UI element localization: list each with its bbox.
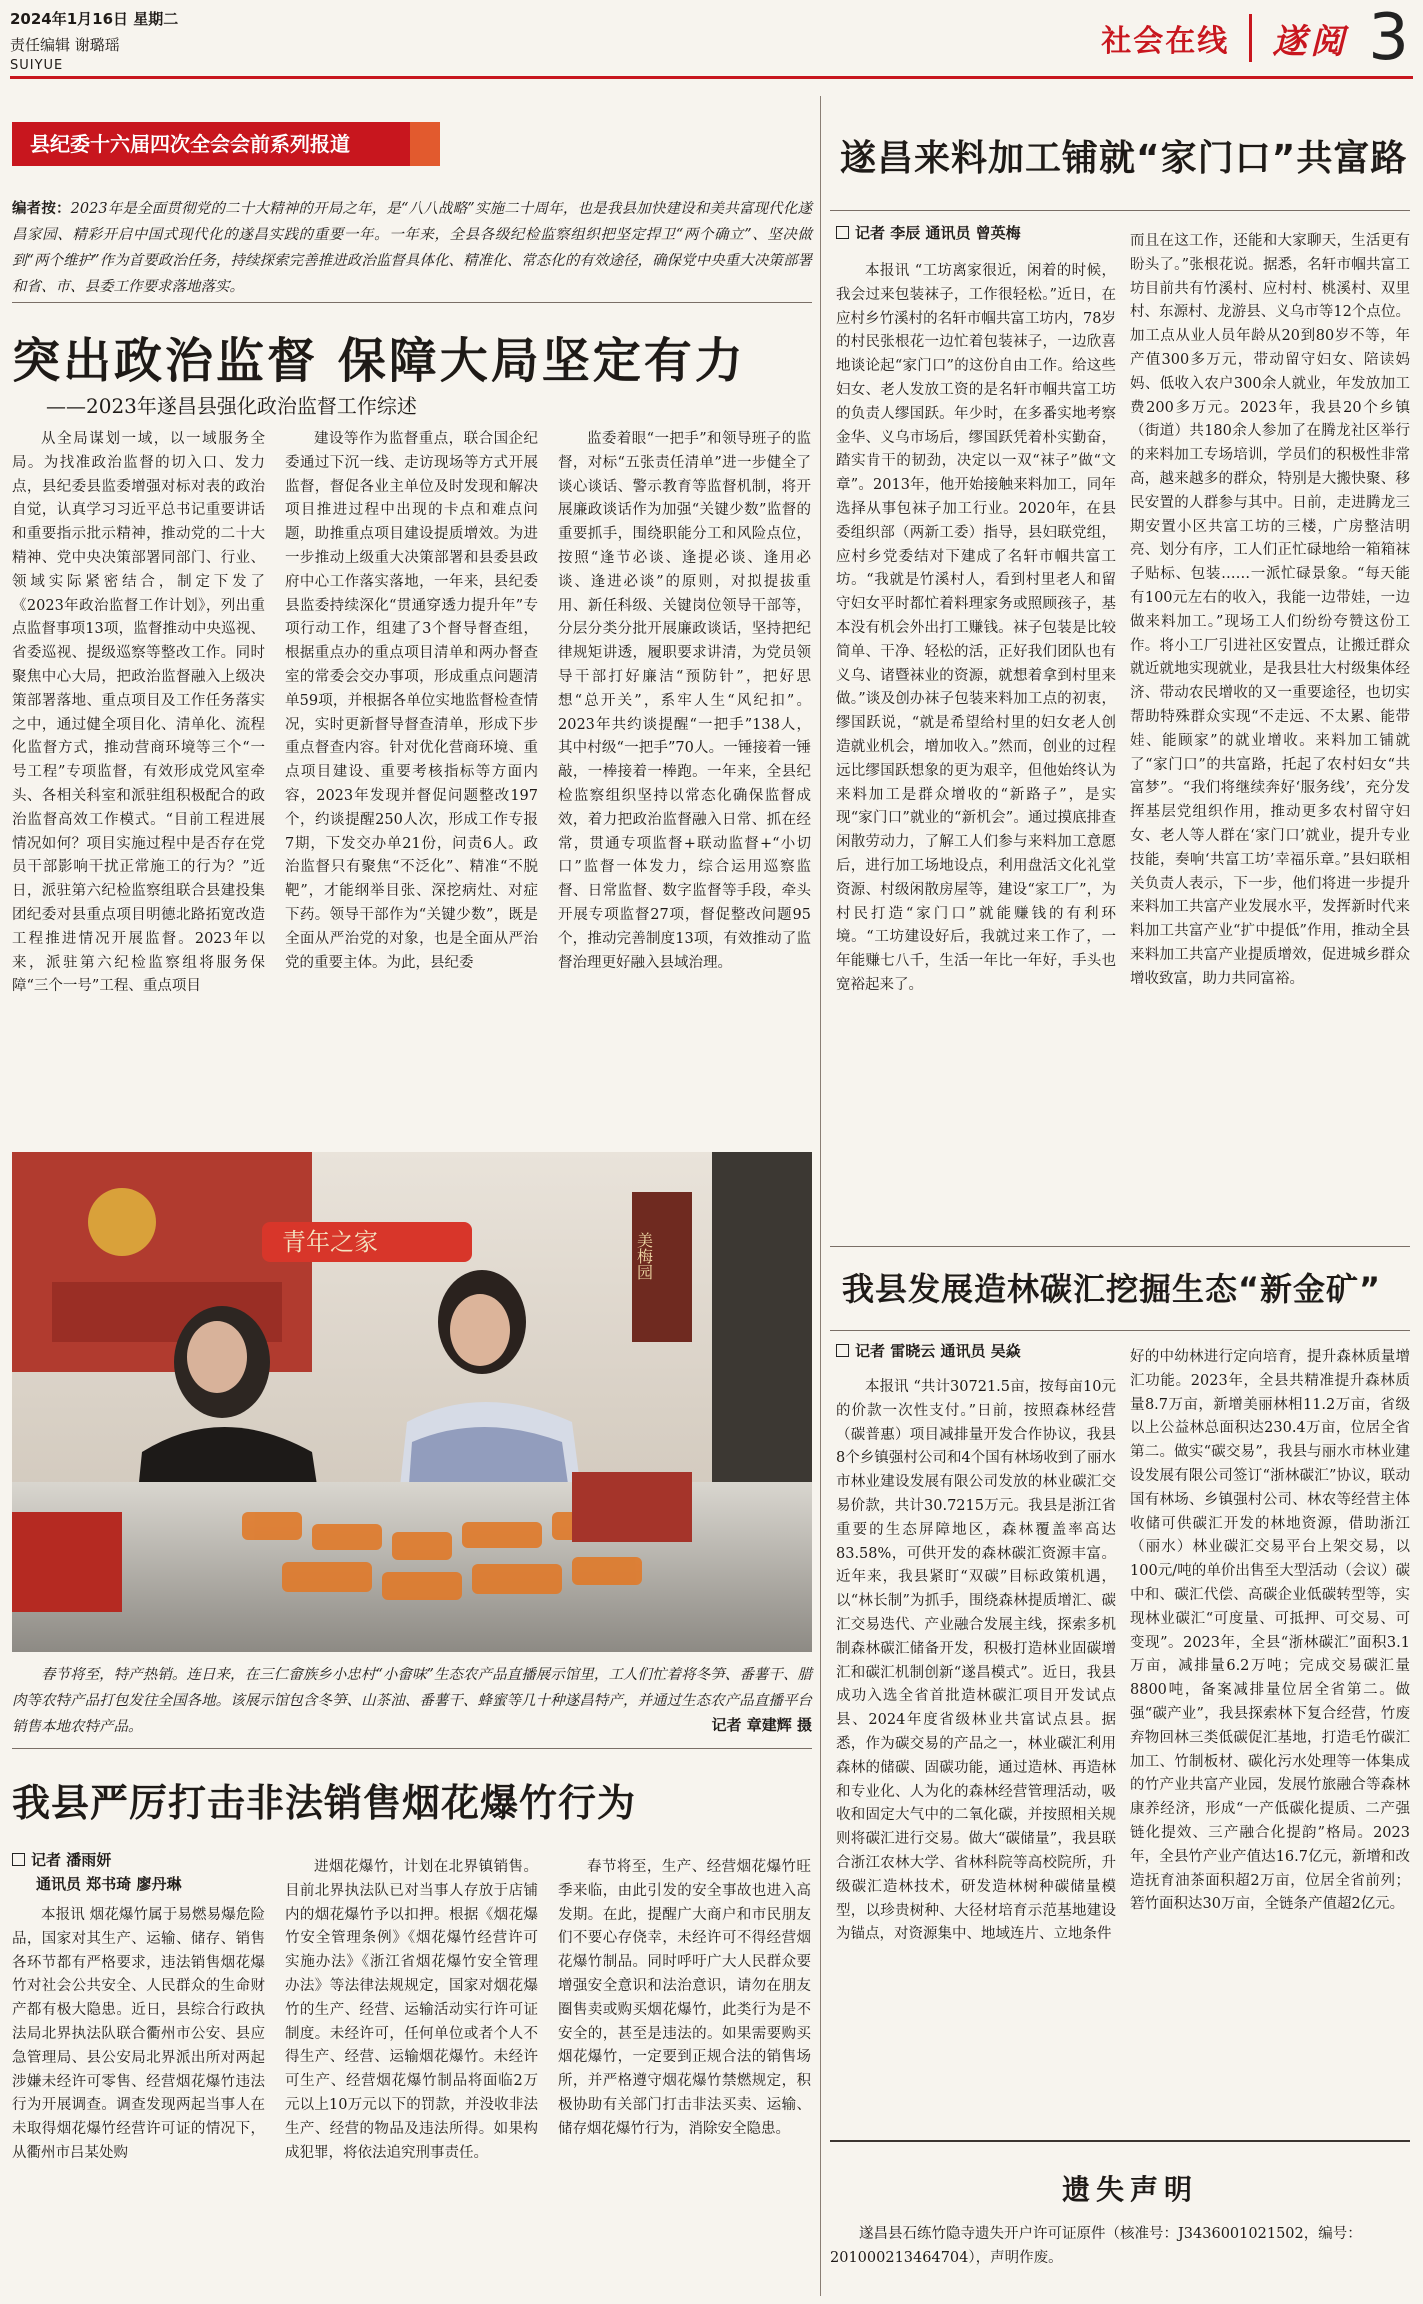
photo-banner-text: 青年之家 — [282, 1228, 378, 1256]
photo-caption: 春节将至，特产热销。连日来，在三仁畲族乡小忠村“小畲味”生态农产品直播展示馆里，工人们忙着将冬笋、番薯干、腊肉等农特产品打包发往全国各地。该展示馆包含冬笋、山茶油、番薯干、蜂蜜等几十种遂昌特产，并通过生态农产品直播平台销售本地农特产品。 — [12, 1667, 812, 1735]
notice-rule — [830, 2140, 1410, 2142]
article3-column-1: 本报讯 “共计30721.5亩，按每亩10元的价款一次性支付。”日前，按照森林经营（碳普惠）项目减排量开发合作协议，我县8个乡镇强村公司和4个国有林场收到了丽水市林业建设发展有限公司发放的林业碳汇交易价款，共计30.7215万元。我县是浙江省重要的生态屏障地区，森林覆盖率高达83.58%，可供开发的森林碳汇资源丰富。近年来，我县紧盯“双碳”目标政策机遇，以“林长制”为抓手，围绕森林提质增汇、碳汇交易迭代、产业融合发展主线，探索多机制森林碳汇储备开发，积极打造林业固碳增汇和碳汇机制创新“遂昌模式”。近日，我县成功入选全省首批造林碳汇项目开发试点县、2024年度省级林业共富试点县。据悉，作为碳交易的产品之一，林业碳汇利用森林的储碳、固碳功能，通过造林、再造林和专业化、人为化的森林经营管理活动，吸收和固定大气中的二氧化碳，并按照相关规则将碳汇进行交易。做大“碳储量”，我县联合浙江农林大学、省林科院等高校院所，升级碳汇造林技术，研发造林树种碳储量模型，以珍贵树种、大径材培育示范基地建设为锚点，对资源集中、地域连片、立地条件 — [836, 1379, 1116, 1943]
responsible-editor: 责任编辑 谢璐瑶 — [10, 36, 120, 54]
editor-note-label: 编者按： — [12, 200, 71, 217]
news-photo — [12, 1152, 812, 1652]
article1-column-2: 建设等作为监督重点，联合国企纪委通过下沉一线、走访现场等方式开展监督，督促各业主单位及时发现和解决项目推进过程中出现的卡点和难点问题，助推重点项目建设提质增效。为进一步推动上级重大决策部署和县委县政府中心工作落实落地，一年来，县纪委县监委持续深化“贯通穿透力提升年”专项行动工作，组建了3个督导督查组，根据重点办的重点项目清单和两办督查室的常委会交办事项，形成重点问题清单59项，并根据各单位实地监督检查情况，实时更新督导督查清单，形成下步重点督查内容。针对优化营商环境、重点项目建设、重要考核指标等方面内容，2023年发现并督促问题整改197个，约谈提醒250人次，形成工作专报7期，下发交办单21份，问责6人。政治监督只有聚焦“不泛化”、精准“不脱靶”，才能纲举目张、深挖病灶、对症下药。领导干部作为“关键少数”，既是全面从严治党的对象，也是全面从严治党的重要主体。为此，县纪委 — [285, 431, 538, 971]
edition-label: SUIYUE — [10, 58, 64, 73]
article1-headline: 突出政治监督 保障大局坚定有力 — [12, 333, 746, 389]
article3-column-2: 好的中幼林进行定向培育，提升森林质量增汇功能。2023年，全县共精准提升森林质量8.7万亩，新增美丽林相11.2万亩，省级以上公益林总面积达230.4万亩，位居全省第二。做实“碳交易”，我县与丽水市林业建设发展有限公司签订“浙林碳汇”协议，联动国有林场、乡镇强村公司、林农等经营主体收储可供碳汇开发的林地资源，借助浙江（丽水）林业碳汇交易平台上架交易，以100元/吨的单价出售至大型活动（会议）碳中和、碳汇代偿、高碳企业低碳转型等，实现林业碳汇“可度量、可抵押、可交易、可变现”。2023年，全县“浙林碳汇”面积3.1万亩，减排量6.2万吨；完成交易碳汇量8800吨，备案减排量位居全省第二。做强“碳产业”，我县探索林下复合经营，竹废弃物回林三类低碳促汇基地，打造毛竹碳汇加工、竹制板材、碳化污水处理等一体集成的竹产业共富产业园，发展竹旅融合等森林康养经济，形成“一产低碳化提质、二产强链化提效、三产融合化提韵”格局。2023年，全县竹产业产值达16.7亿元，新增和改造抚育油茶面积超2万亩，位居全省前列；箬竹面积达30万亩，全链条产值超2亿元。 — [1130, 1349, 1410, 1913]
divider — [830, 1246, 1410, 1247]
divider — [830, 1330, 1410, 1331]
masthead-rule — [10, 76, 1413, 79]
column-divider — [820, 96, 821, 2296]
article1-subheadline: ——2023年遂昌县强化政治监督工作综述 — [46, 394, 417, 418]
editor-note — [12, 196, 812, 300]
series-banner: 县纪委十六届四次全会会前系列报道 — [12, 122, 440, 166]
divider — [12, 1748, 812, 1749]
byline-box-icon — [12, 1853, 25, 1866]
article4-headline: 我县严厉打击非法销售烟花爆竹行为 — [12, 1781, 637, 1825]
notice-title: 遗失声明 — [1062, 2173, 1199, 2206]
article2-headline: 遂昌来料加工铺就“家门口”共富路 — [840, 138, 1408, 179]
page-number: 3 — [1368, 1, 1409, 75]
photo-credit: 记者 章建辉 摄 — [711, 1716, 812, 1734]
article4-byline — [12, 1848, 181, 1896]
brand-logo: 遂阅 — [1272, 21, 1349, 62]
article2-column-2: 而且在这工作，还能和大家聊天，生活更有盼头了。”张根花说。据悉，名轩市帼共富工坊目前共有竹溪村、应村村、桃溪村、双里村、东源村、龙游县、义乌市等12个点位。加工点从业人员年龄从20到80岁不等，年产值300多万元，带动留守妇女、陪读妈妈、低收入农户300余人就业，年发放加工费200多万元。2023年，我县20个乡镇（街道）共180余人参加了在腾龙社区举行的来料加工专场培训，学员们的积极性非常高，越来越多的群众，特别是大搬快聚、移民安置的人群参与其中。日前，走进腾龙三期安置小区共富工坊的三楼，广房整洁明亮、划分有序，工人们正忙碌地给一箱箱袜子贴标、包装……一派忙碌景象。“每天能有100元左右的收入，我能一边带娃，一边做来料加工。”现场工人们纷纷夸赞这份工作。将小工厂引进社区安置点，让搬迁群众就近就地实现就业，是我县壮大村级集体经济、带动农民增收的又一重要途径，也切实帮助特殊群众实现“不走远、不太累、能带娃、能顾家”的就业增收。来料加工铺就了“家门口”的共富路，托起了农村妇女“共富梦”。“我们将继续奔好‘服务线’，充分发挥基层党组织作用，推动更多农村留守妇女、老人等人群在‘家门口’就业，提升专业技能，奏响‘共富工坊’幸福乐章。”县妇联相关负责人表示，下一步，他们将进一步提升来料加工共富产业发展水平，发挥新时代来料加工共富产业“扩中提低”作用，推动全县来料加工共富产业提质增效，促进城乡群众增收致富，助力共同富裕。 — [1130, 233, 1410, 987]
byline-box-icon — [836, 226, 849, 239]
article4-column-3: 春节将至，生产、经营烟花爆竹旺季来临，由此引发的安全事故也进入高发期。在此，提醒广大商户和市民朋友们不要心存侥幸，未经许可不得经营烟花爆竹制品。同时呼吁广大人民群众要增强安全意识和法治意识，请勿在朋友圈售卖或购买烟花爆竹，此类行为是不安全的，甚至是违法的。如果需要购买烟花爆竹，一定要到正规合法的销售场所，并严格遵守烟花爆竹禁燃规定，积极协助有关部门打击非法买卖、运输、储存烟花爆竹行为，消除安全隐患。 — [558, 1859, 811, 2137]
article2-byline: 记者 李辰 通讯员 曾英梅 — [836, 222, 1021, 243]
article1-column-1: 从全局谋划一域，以一域服务全局。为找准政治监督的切入口、发力点，县纪委县监委增强对标对表的政治自觉，认真学习习近平总书记重要讲话和重要指示批示精神，推动党的二十大精神、党中央决策部署同部门、行业、领域实际紧密结合，制定下发了《2023年政治监督工作计划》，列出重点监督事项13项，监督推动中央巡视、省委巡视、提级巡察等整改工作。同时聚焦中心大局，把政治监督融入上级决策部署落地、重点项目及工作任务落实之中，通过健全项目化、清单化、流程化监督方式，推动营商环境等三个“一号工程”专项监督，有效形成党风室牵头、各相关科室和派驻组积极配合的政治监督高效工作模式。“目前工程进展情况如何？项目实施过程中是否存在党员干部影响干扰正常施工的行为？”近日，派驻第六纪检监察组联合县建投集团纪委对县重点项目明德北路拓宽改造工程推进情况开展监督。2023年以来，派驻第六纪检监察组将服务保障“三个一号”工程、重点项目 — [12, 431, 265, 995]
photo-illustration — [12, 1152, 812, 1652]
notice-body: 遂昌县石练竹隐寺遗失开户许可证原件（核准号：J3436001021502，编号：201000213464704），声明作废。 — [830, 2226, 1362, 2266]
article2-column-1: 本报讯 “工坊离家很近，闲着的时候，我会过来包装袜子，工作很轻松。”近日，在应村乡竹溪村的名轩市帼共富工坊内，78岁的村民张根花一边忙着包装袜子，一边欣喜地谈论起“家门口”的这份自由工作。给这些妇女、老人发放工资的是名轩市帼共富工坊的负责人缪国跃。年少时，在多番实地考察金华、义乌市场后，缪国跃凭着朴实勤奋，踏实肯干的韧劲，决定以一双“袜子”做“文章”。2013年，他开始接触来料加工，同年选择从事包袜子加工行业。2020年，在县委组织部（两新工委）指导，县妇联党组，应村乡党委结对下建成了名轩市帼共富工坊。“我就是竹溪村人，看到村里老人和留守妇女平时都忙着料理家务或照顾孩子，基本没有机会外出打工赚钱。袜子包装是比较简单、干净、轻松的活，正好我们团队也有义乌、诸暨袜业的资源，就想着拿到村里来做。”谈及创办袜子包装来料加工点的初衷，缪国跃说，“就是希望给村里的妇女老人创造就业机会，增加收入。”然而，创业的过程远比缪国跃想象的更为艰辛，但他始终认为来料加工是群众增收的“新路子”，是实现“家门口”就业的“新机会”。通过摸底排查闲散劳动力，了解工人们参与来料加工意愿后，进行加工场地设点，利用盘活文化礼堂资源、村级闲散房屋等，建设“家工厂”，为村民打造“家门口”就能赚钱的有利环境。“工坊建设好后，我就过来工作了，一年能赚七八千，生活一年比一年好，手头也宽裕起来了。 — [836, 263, 1116, 993]
article3-headline: 我县发展造林碳汇挖掘生态“新金矿” — [842, 1270, 1382, 1308]
article4-column-1: 本报讯 烟花爆竹属于易燃易爆危险品，国家对其生产、运输、储存、销售各环节都有严格要求，违法销售烟花爆竹对社会公共安全、人民群众的生命财产都有极大隐患。近日，县综合行政执法局北界执法队联合衢州市公安、县应急管理局、县公安局北界派出所对两起涉嫌未经许可零售、经营烟花爆竹违法行为开展调查。调查发现两起当事人在未取得烟花爆竹经营许可证的情况下，从衢州市吕某处购 — [12, 1907, 265, 2161]
article3-byline: 记者 雷晓云 通讯员 吴焱 — [836, 1340, 1021, 1361]
section-title: 社会在线 — [1101, 24, 1230, 59]
article4-byline-correspondents: 通讯员 郑书琦 廖丹琳 — [36, 1875, 182, 1893]
article4-byline-reporter: 记者 潘雨妍 — [12, 1848, 181, 1872]
editor-note-text: 2023年是全面贯彻党的二十大精神的开局之年，是“八八战略”实施二十周年，也是我县加快建设和美共富现代化遂昌家园、精彩开启中国式现代化的遂昌实践的重要一年。一年来，全县各级纪检监察组织把坚定捍卫“两个确立”、坚决做到“两个维护”作为首要政治任务，持续探索完善推进政治监督具体化、精准化、常态化的有效途径，确保党中央重大决策部署和省、市、县委工作要求落地落实。 — [12, 201, 812, 295]
photo-side-sign: 美梅园 — [634, 1232, 654, 1280]
divider — [830, 210, 1410, 211]
issue-date: 2024年1月16日 星期二 — [10, 10, 179, 28]
byline-box-icon — [836, 1344, 849, 1357]
masthead-divider — [1249, 14, 1252, 62]
masthead-right — [1101, 1, 1409, 75]
divider — [12, 302, 812, 303]
article1-column-3: 监委着眼“一把手”和领导班子的监督，对标“五张责任清单”进一步健全了谈心谈话、警示教育等监督机制，将开展廉政谈话作为加强“关键少数”监督的重要抓手，围绕职能分工和风险点位，按照“逢节必谈、逢提必谈、逢用必谈、逢进必谈”的原则，对拟提拔重用、新任科级、关键岗位领导干部等，分层分类分批开展廉政谈话，坚持把纪律规矩讲透，履职要求讲清，为党员领导干部打好廉洁“预防针”，把好思想“总开关”，系牢人生“风纪扣”。2023年共约谈提醒“一把手”138人，其中村级“一把手”70人。一锤接着一锤敲，一棒接着一棒跑。一年来，全县纪检监察组织坚持以常态化确保监督成效，着力把政治监督融入日常、抓在经常，贯通专项监督+联动监督+“小切口”监督一体发力，综合运用巡察监督、日常监督、数字监督等手段，牵头开展专项监督27项，督促整改问题95个，推动完善制度13项，有效推动了监督治理更好融入县域治理。 — [558, 431, 811, 971]
article4-column-2: 进烟花爆竹，计划在北界镇销售。目前北界执法队已对当事人存放于店铺内的烟花爆竹予以扣押。根据《烟花爆竹安全管理条例》《烟花爆竹经营许可实施办法》《浙江省烟花爆竹安全管理办法》等法律法规规定，国家对烟花爆竹的生产、经营、运输活动实行许可证制度。未经许可，任何单位或者个人不得生产、经营、运输烟花爆竹。未经许可生产、经营烟花爆竹制品将面临2万元以上10万元以下的罚款，并没收非法生产、经营的物品及违法所得。如果构成犯罪，将依法追究刑事责任。 — [285, 1859, 538, 2161]
